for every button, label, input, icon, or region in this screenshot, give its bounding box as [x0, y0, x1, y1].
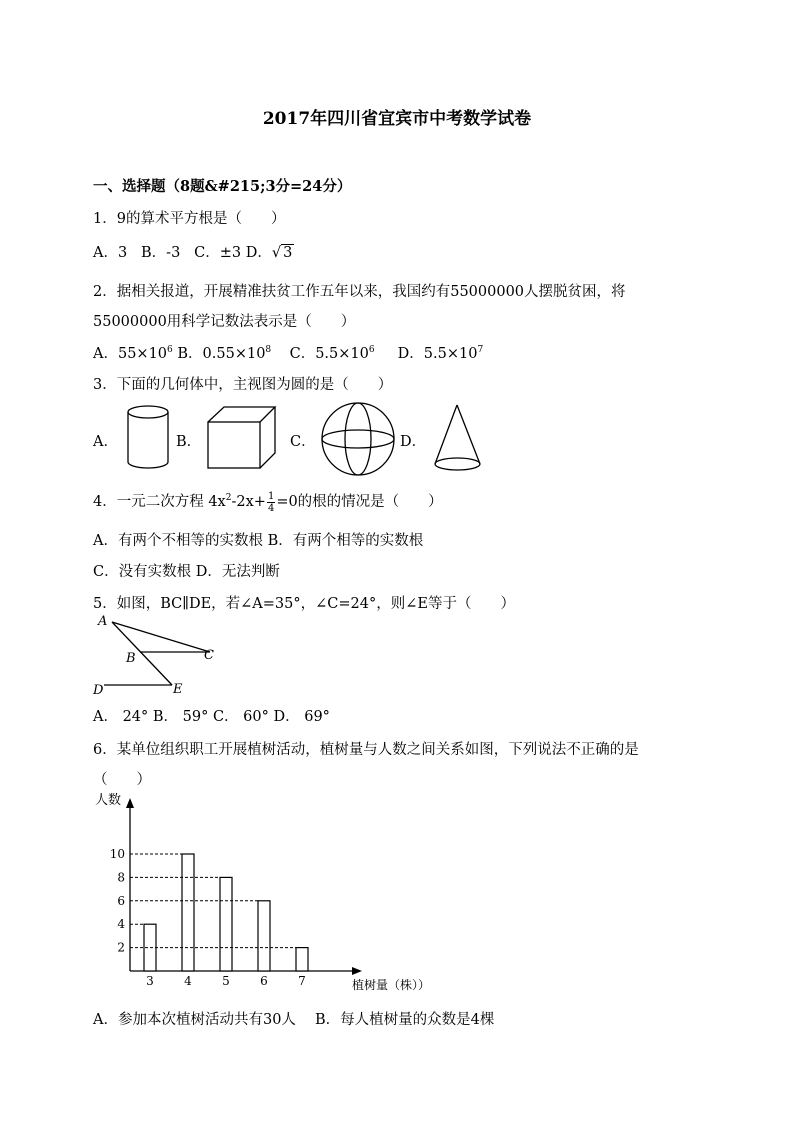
x-axis-arrow — [352, 967, 362, 975]
q4-options-ab: A．有两个不相等的实数根 B．有两个相等的实数根 — [93, 533, 424, 549]
chart-y-axis-label: 人数 — [95, 793, 122, 808]
q1-option-d-radicand: 3 — [283, 245, 293, 261]
y-tick-label: 6 — [117, 893, 125, 908]
x-tick-label: 6 — [260, 974, 268, 988]
q2-option-c: C．$5.5\times 10^6$ — [289, 345, 375, 362]
page-title: 2017年四川省宜宾市中考数学试卷 — [262, 109, 532, 129]
q3-label-c: C． — [290, 434, 316, 450]
fraction-one-quarter: $\frac{1}{4}$ — [267, 490, 275, 514]
point-label-d: D — [93, 683, 104, 698]
q1-option-d: D． — [245, 245, 272, 261]
q6-stem-blank: （ ） — [93, 772, 151, 788]
tree-planting-bar-chart — [90, 788, 450, 998]
q3-label-d: D． — [400, 434, 427, 450]
q4-stem: 4．一元二次方程 $4x^2-2x+$ $\frac{1}{4}$ =0的根的情况是（ ） — [93, 490, 443, 514]
bar — [220, 877, 232, 971]
y-tick-label: 2 — [117, 940, 125, 955]
q1-option-a: A．3 — [93, 245, 128, 261]
x-tick-label: 3 — [146, 974, 154, 988]
q2-option-b: B．$0.55\times 10^8$ — [177, 345, 272, 362]
q1-stem: 1．9的算术平方根是（ ） — [93, 211, 286, 227]
section-heading: 一、选择题（8题&#215;3分=24分） — [93, 178, 352, 195]
q5-geometry-figure — [90, 612, 220, 698]
bar — [258, 901, 270, 971]
y-axis-arrow — [126, 798, 134, 808]
x-tick-label: 4 — [184, 974, 192, 988]
sqrt-symbol: √ 3 — [271, 245, 293, 261]
sphere-figure — [318, 400, 400, 480]
cube-figure — [205, 404, 277, 472]
chart-x-axis-label: 植树量（株）） — [352, 978, 431, 992]
q2-option-d: D．$5.5\times 10^7$ — [397, 345, 484, 362]
q5-stem: 5．如图，BC∥DE，若∠A=35°，∠C=24°，则∠E等于（ ） — [93, 596, 515, 612]
point-label-b: B — [126, 651, 136, 666]
q2-option-a: A．$55\times 10^6$ — [93, 345, 173, 362]
q6-stem: 6．某单位组织职工开展植树活动，植树量与人数之间关系如图，下列说法不正确的是 — [93, 742, 639, 758]
q1-option-c: C．±3 — [194, 245, 242, 261]
y-tick-label: 8 — [117, 870, 125, 885]
point-label-c: C — [204, 648, 214, 663]
q6-options: A．参加本次植树活动共有30人 B．每人植树量的众数是4棵 — [93, 1012, 495, 1028]
cylinder-figure — [120, 402, 180, 474]
q4-options-cd: C．没有实数根 D．无法判断 — [93, 564, 280, 580]
bar — [296, 948, 308, 971]
q2-stem-line2: 55000000用科学记数法表示是（ ） — [93, 314, 356, 330]
cone-figure — [430, 402, 486, 476]
y-tick-label: 4 — [117, 917, 125, 932]
q2-options — [93, 342, 483, 363]
q3-label-a: A． — [93, 434, 118, 450]
x-tick-label: 5 — [222, 974, 230, 988]
q1-options — [93, 241, 294, 262]
bar — [182, 854, 194, 971]
q2-stem-line1: 2．据相关报道，开展精准扶贫工作五年以来，我国约有55000000人摆脱贫困，将 — [93, 284, 626, 300]
q1-option-b: B．-3 — [141, 245, 181, 261]
q5-options: A． 24° B． 59° C． 60° D． 69° — [93, 709, 330, 725]
x-tick-label: 7 — [298, 974, 306, 988]
point-label-a: A — [98, 614, 108, 629]
point-label-e: E — [173, 682, 183, 697]
q3-stem: 3．下面的几何体中，主视图为圆的是（ ） — [93, 377, 393, 393]
q3-label-b: B． — [176, 434, 202, 450]
y-tick-label: 10 — [109, 847, 125, 861]
